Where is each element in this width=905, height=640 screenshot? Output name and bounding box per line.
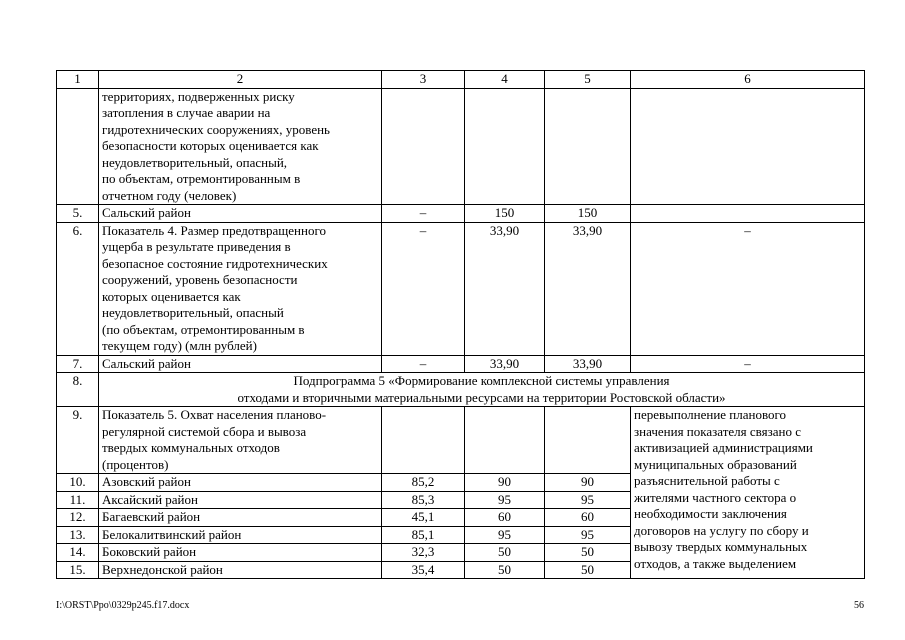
row-number bbox=[57, 88, 99, 205]
page-number: 56 bbox=[854, 600, 864, 611]
note-cell: – bbox=[631, 222, 865, 355]
value-col-4: 50 bbox=[465, 561, 545, 579]
district-name: Верхнедонской район bbox=[99, 561, 382, 579]
district-name: Азовский район bbox=[99, 474, 382, 492]
district-name: Багаевский район bbox=[99, 509, 382, 527]
value-col-3: – bbox=[382, 205, 465, 223]
value-col-5: 90 bbox=[545, 474, 631, 492]
row-number: 8. bbox=[57, 373, 99, 407]
row-number: 7. bbox=[57, 355, 99, 373]
header-col-6: 6 bbox=[631, 71, 865, 89]
table-row-subprogram bbox=[57, 373, 865, 407]
value-col-5 bbox=[545, 407, 631, 474]
district-name: Сальский район bbox=[99, 355, 382, 373]
value-col-5: 33,90 bbox=[545, 355, 631, 373]
indicator-description: Показатель 5. Охват населения планово- регулярной системой сбора и вывоза твердых коммунальных отходов (процентов) bbox=[99, 407, 382, 474]
value-col-3 bbox=[382, 407, 465, 474]
footer-file-path: I:\ORST\Ppo\0329p245.f17.docx bbox=[56, 600, 190, 611]
note-cell bbox=[631, 205, 865, 223]
value-col-5: 150 bbox=[545, 205, 631, 223]
value-col-5: 95 bbox=[545, 526, 631, 544]
row-number: 6. bbox=[57, 222, 99, 355]
value-col-5: 60 bbox=[545, 509, 631, 527]
row-number: 12. bbox=[57, 509, 99, 527]
indicator-description: Показатель 4. Размер предотвращенного ущерба в результате приведения в безопасное состояние гидротехнических сооружений, уровень безопасности которых оценивается как неудовлетворительный, опасный (по объектам, отремонтированным в текущем году) (млн рублей) bbox=[99, 222, 382, 355]
value-col-4: 90 bbox=[465, 474, 545, 492]
value-col-3: 45,1 bbox=[382, 509, 465, 527]
indicator-description: территориях, подверженных риску затопления в случае аварии на гидротехнических сооружениях, уровень безопасности которых оценивается как неудовлетворительный, опасный, по объектам, отремонтированным в отчетном году (человек) bbox=[99, 88, 382, 205]
table-row bbox=[57, 407, 865, 474]
value-col-5: 33,90 bbox=[545, 222, 631, 355]
row-number: 10. bbox=[57, 474, 99, 492]
table-row bbox=[57, 355, 865, 373]
header-col-5: 5 bbox=[545, 71, 631, 89]
value-col-5: 50 bbox=[545, 561, 631, 579]
value-col-3: 85,1 bbox=[382, 526, 465, 544]
value-col-5: 50 bbox=[545, 544, 631, 562]
row-number: 13. bbox=[57, 526, 99, 544]
row-number: 14. bbox=[57, 544, 99, 562]
value-col-3: – bbox=[382, 355, 465, 373]
value-col-4: 33,90 bbox=[465, 222, 545, 355]
table-row-continuation bbox=[57, 88, 865, 205]
district-name: Боковский район bbox=[99, 544, 382, 562]
value-col-3: 85,2 bbox=[382, 474, 465, 492]
value-col-4: 150 bbox=[465, 205, 545, 223]
value-col-3: 35,4 bbox=[382, 561, 465, 579]
value-col-4: 95 bbox=[465, 526, 545, 544]
row-number: 15. bbox=[57, 561, 99, 579]
row-number: 9. bbox=[57, 407, 99, 474]
note-cell: – bbox=[631, 355, 865, 373]
value-col-3: 32,3 bbox=[382, 544, 465, 562]
value-col-5: 95 bbox=[545, 491, 631, 509]
indicators-table bbox=[56, 70, 865, 579]
header-col-4: 4 bbox=[465, 71, 545, 89]
row-number: 11. bbox=[57, 491, 99, 509]
district-name: Аксайский район bbox=[99, 491, 382, 509]
row-number: 5. bbox=[57, 205, 99, 223]
value-col-4: 33,90 bbox=[465, 355, 545, 373]
table-row bbox=[57, 222, 865, 355]
district-name: Белокалитвинский район bbox=[99, 526, 382, 544]
value-col-3: – bbox=[382, 222, 465, 355]
value-col-4: 60 bbox=[465, 509, 545, 527]
value-col-4: 50 bbox=[465, 544, 545, 562]
header-col-1: 1 bbox=[57, 71, 99, 89]
value-col-4: 95 bbox=[465, 491, 545, 509]
explanation-note: перевыполнение планового значения показателя связано с активизацией администрациями муниципальных образований разъяснительной работы с жителями частного сектора о необходимости заключения договоров на услугу по сбору и вывозу твердых коммунальных отходов, а также выделением bbox=[631, 407, 865, 579]
header-row bbox=[57, 71, 865, 89]
value-col-4 bbox=[465, 407, 545, 474]
subprogram-title: Подпрограмма 5 «Формирование комплексной системы управления отходами и вторичными материальными ресурсами на территории Ростовской области» bbox=[99, 373, 865, 407]
header-col-2: 2 bbox=[99, 71, 382, 89]
district-name: Сальский район bbox=[99, 205, 382, 223]
header-col-3: 3 bbox=[382, 71, 465, 89]
value-col-3: 85,3 bbox=[382, 491, 465, 509]
table-row bbox=[57, 205, 865, 223]
